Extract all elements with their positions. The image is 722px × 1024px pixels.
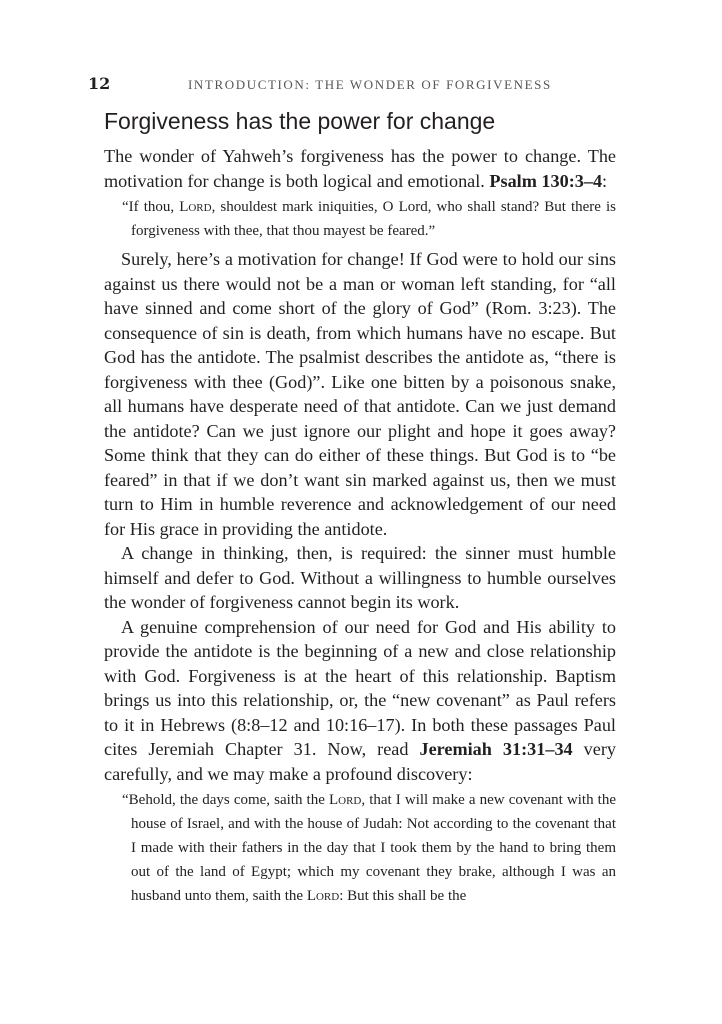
page-content: [104, 106, 616, 912]
paragraph-covenant-text: A genuine comprehension of our need for God and His ability to provide the antidote is the beginning of a new and close relationship with God. Forgiveness is at the heart of this relationship. Baptism brings us into this relationship, or, the “new covenant” as Paul refers to it in Hebrews (8:8–12 and 10:16–17). In both these passages Paul cites Jeremiah Chapter 31. Now, read: [104, 616, 616, 759]
running-head: INTRODUCTION: THE WONDER OF FORGIVENESS: [188, 77, 552, 92]
page-number: 12: [88, 74, 111, 93]
quote-text: , shouldest mark iniquities, O Lord, who shall stand? But there is forgiveness with thee, that thou mayest be feared.”: [131, 199, 616, 239]
page-header: [88, 74, 618, 96]
section-title: Forgiveness has the power for change: [104, 108, 496, 134]
quote-text: “Behold, the days come, saith the: [122, 792, 329, 808]
quote-text: : But this shall be the: [339, 888, 467, 904]
paragraph-intro-end: :: [602, 170, 608, 191]
paragraph-covenant-end: very carefully, and we may make a profound discovery:: [104, 739, 616, 784]
scripture-ref-psalm: Psalm 130:3–4: [489, 170, 603, 191]
paragraph-covenant: [104, 615, 616, 787]
quote-text: , that I will make a new covenant with the house of Israel, and with the house of Judah: Not according to the covenant that I made with their fathers in the day that I took them by the hand to bring them out of the land of Egypt; which my covenant they brake, although I was an husband unto them, saith the: [131, 792, 616, 904]
block-quote-jeremiah: [122, 788, 616, 908]
paragraph-change: A change in thinking, then, is required: the sinner must humble himself and defer to God. Without a willingness to humble ourselves the wonder of forgiveness cannot begin its work.: [104, 543, 616, 612]
quote-text: “If thou,: [122, 199, 180, 215]
quote-lord-smallcaps: Lord: [306, 888, 340, 904]
block-quote-psalm: [122, 195, 616, 243]
paragraph-intro-text: The wonder of Yahweh’s forgiveness has the power to change. The motivation for change is both logical and emotional.: [104, 146, 616, 191]
quote-lord-smallcaps: Lord: [328, 792, 362, 808]
scripture-ref-jeremiah: Jeremiah 31:31–34: [419, 739, 573, 759]
paragraph-motivation: Surely, here’s a motivation for change! If God were to hold our sins against us there would not be a man or woman left standing, for “all have sinned and come short of the glory of God” (Rom. 3:23). The consequence of sin is death, from which humans have no escape. But God has the antidote. The psalmist describes the antidote as, “there is forgiveness with thee (God)”. Like one bitten by a poisonous snake, all humans have desperate need of that antidote. Can we just demand the antidote? Can we just ignore our plight and hope it goes away? Some think that they can do either of these things. But God is to “be feared” in that if we don’t want sin marked against us, then we must turn to Him in humble reverence and acknowledgement of our need for His grace in providing the antidote.: [104, 249, 616, 539]
quote-lord-smallcaps: Lord: [179, 199, 212, 215]
paragraph-intro: [104, 144, 616, 193]
